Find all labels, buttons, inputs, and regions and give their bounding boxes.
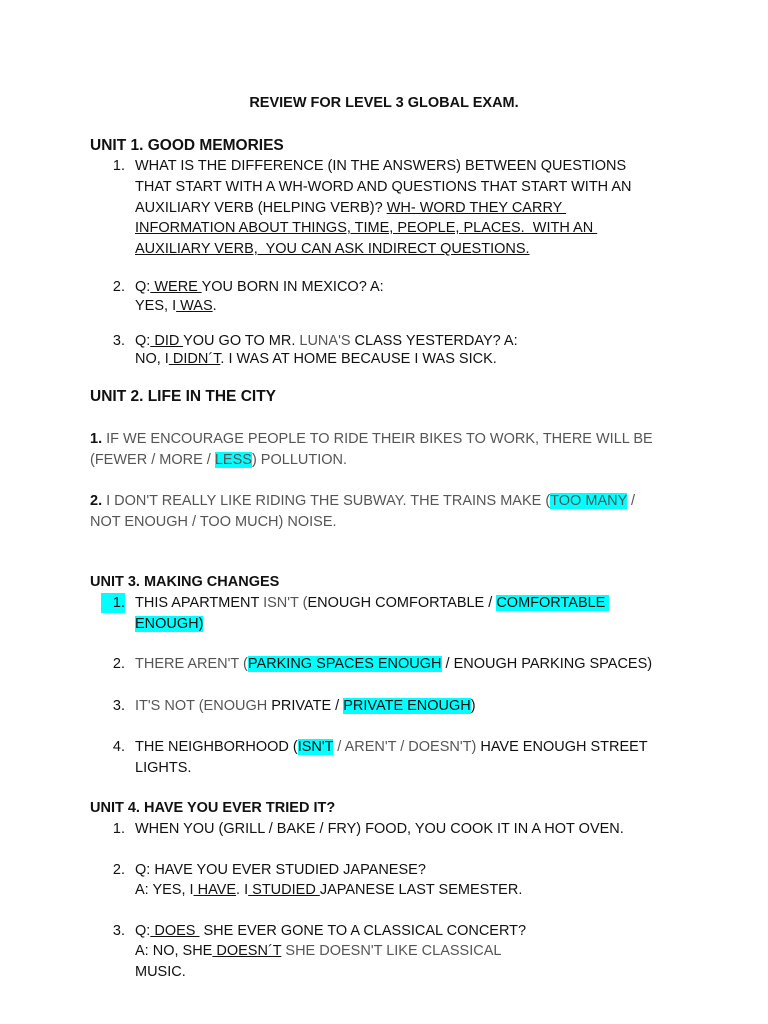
unit3-q3-line1 <box>135 696 476 716</box>
answer-text: . I WAS AT HOME BECAUSE I WAS SICK. <box>220 351 497 367</box>
answer-blank: STUDIED <box>248 882 320 898</box>
unit3-q2-number: 2. <box>112 656 125 672</box>
question-prefix: Q: <box>135 279 151 295</box>
answer-text: . <box>212 298 217 314</box>
unit3-q4-line2: LIGHTS. <box>135 760 192 776</box>
question-text: SHE EVER GONE TO A CLASSICAL CONCERT? <box>199 923 527 939</box>
unit2-q1-line1 <box>90 429 653 449</box>
answer-blank: WERE <box>150 279 202 295</box>
unit1-heading: UNIT 1. GOOD MEMORIES <box>90 137 284 154</box>
unit1-q1-line1: WHAT IS THE DIFFERENCE (IN THE ANSWERS) BETWEEN QUESTIONS <box>135 158 627 174</box>
unit4-q3-line2 <box>135 941 501 961</box>
unit1-q3-line1 <box>135 331 518 351</box>
answer-blank: DOES <box>150 923 200 939</box>
unit4-q2-number: 2. <box>112 862 125 878</box>
question-text: CLASS YESTERDAY? A: <box>350 333 518 349</box>
question-text: YOU GO TO MR. <box>183 333 300 349</box>
answer-blank: DIDN´T <box>168 351 221 367</box>
answer-text: A: NO, SHE <box>135 943 213 959</box>
unit3-q2-line1 <box>135 654 652 674</box>
unit4-q3-line1 <box>135 921 526 941</box>
answer-text: YES, I <box>135 298 177 314</box>
unit2-q2-line1 <box>90 491 635 511</box>
question-prefix: Q: <box>135 333 151 349</box>
question-number: 2. <box>90 493 103 509</box>
unit4-q1-line1: WHEN YOU (GRILL / BAKE / FRY) FOOD, YOU COOK IT IN A HOT OVEN. <box>135 821 624 837</box>
answer-text: A: YES, I <box>135 882 194 898</box>
unit1-q2-line1 <box>135 277 384 297</box>
answer-blank: HAVE <box>193 882 237 898</box>
unit1-q2-number: 2. <box>112 279 125 295</box>
question-text: IT'S NOT (ENOUGH <box>135 698 272 714</box>
question-text: HAVE ENOUGH STREET <box>480 739 648 755</box>
question-text: THERE AREN'T ( <box>135 656 248 672</box>
unit3-q1-number: 1. <box>101 593 125 613</box>
highlighted-answer: PRIVATE ENOUGH <box>343 698 471 714</box>
answer-text: SHE DOESN'T LIKE CLASSICAL <box>281 943 502 959</box>
highlighted-answer: COMFORTABLE <box>496 595 610 611</box>
question-text: THIS APARTMENT <box>135 595 264 611</box>
answer-text: . I <box>236 882 249 898</box>
highlighted-answer: PARKING SPACES ENOUGH <box>247 656 442 672</box>
unit3-q3-number: 3. <box>112 698 125 714</box>
question-text: / ENOUGH PARKING SPACES) <box>441 656 653 672</box>
unit1-q3-number: 3. <box>112 333 125 349</box>
unit4-q3-number: 3. <box>112 923 125 939</box>
highlighted-answer: TOO MANY <box>550 493 627 509</box>
unit4-q2-line1: Q: HAVE YOU EVER STUDIED JAPANESE? <box>135 862 426 878</box>
question-text: YOU BORN IN MEXICO? A: <box>201 279 384 295</box>
unit2-q2-line2: NOT ENOUGH / TOO MUCH) NOISE. <box>90 514 337 530</box>
unit3-q4-number: 4. <box>112 739 125 755</box>
unit3-q4-line1 <box>135 737 648 757</box>
unit2-q1-line2 <box>90 450 347 470</box>
question-prefix: Q: <box>135 923 151 939</box>
question-text: I DON'T REALLY LIKE RIDING THE SUBWAY. THE TRAINS MAKE ( <box>102 493 551 509</box>
answer-blank: DID <box>150 333 184 349</box>
unit3-heading: UNIT 3. MAKING CHANGES <box>90 574 280 590</box>
unit1-q3-line2 <box>135 349 497 369</box>
question-text: ) <box>470 698 476 714</box>
unit3-q1-line2 <box>135 614 203 634</box>
question-text: ENOUGH COMFORTABLE / <box>307 595 497 611</box>
unit4-q1-number: 1. <box>112 821 125 837</box>
unit1-q1-answer-line2: INFORMATION ABOUT THINGS, TIME, PEOPLE, PLACES. WITH AN <box>135 220 598 236</box>
answer-text: JAPANESE LAST SEMESTER. <box>319 882 523 898</box>
question-text: THE NEIGHBORHOOD ( <box>135 739 298 755</box>
question-number: 1. <box>90 431 103 447</box>
unit4-heading: UNIT 4. HAVE YOU EVER TRIED IT? <box>90 800 336 816</box>
unit2-heading: UNIT 2. LIFE IN THE CITY <box>90 388 277 405</box>
unit4-q3-line3: MUSIC. <box>135 964 186 980</box>
question-text: IF WE ENCOURAGE PEOPLE TO RIDE THEIR BIKES TO WORK, THERE WILL BE <box>102 431 653 447</box>
answer-blank: WAS <box>176 298 213 314</box>
question-text: LUNA'S <box>299 333 351 349</box>
highlighted-answer: ENOUGH) <box>135 616 204 632</box>
unit1-q1-number: 1. <box>112 158 125 174</box>
question-text: / <box>627 493 636 509</box>
unit1-q1-text: AUXILIARY VERB (HELPING VERB)? <box>135 200 387 216</box>
unit1-q1-answer-line3: AUXILIARY VERB, YOU CAN ASK INDIRECT QUESTIONS. <box>135 241 530 257</box>
highlighted-answer: ISN'T <box>297 739 334 755</box>
highlighted-answer: LESS <box>214 452 252 468</box>
question-text: ISN'T ( <box>263 595 308 611</box>
unit3-q1-line1 <box>135 593 609 613</box>
unit1-q1-answer-start: WH- WORD THEY CARRY <box>386 200 567 216</box>
unit4-q2-line2 <box>135 880 522 900</box>
unit1-q1-line3 <box>135 198 566 218</box>
unit1-q2-line2 <box>135 296 217 316</box>
question-text: / AREN'T / DOESN'T) <box>333 739 481 755</box>
answer-blank: DOESN´T <box>212 943 282 959</box>
unit1-q1-line2: THAT START WITH A WH-WORD AND QUESTIONS THAT START WITH AN <box>135 179 632 195</box>
page-title: REVIEW FOR LEVEL 3 GLOBAL EXAM. <box>249 95 519 111</box>
question-text: ) POLLUTION. <box>251 452 348 468</box>
answer-text: NO, I <box>135 351 169 367</box>
question-text: (FEWER / MORE / <box>90 452 215 468</box>
question-text: PRIVATE / <box>271 698 344 714</box>
